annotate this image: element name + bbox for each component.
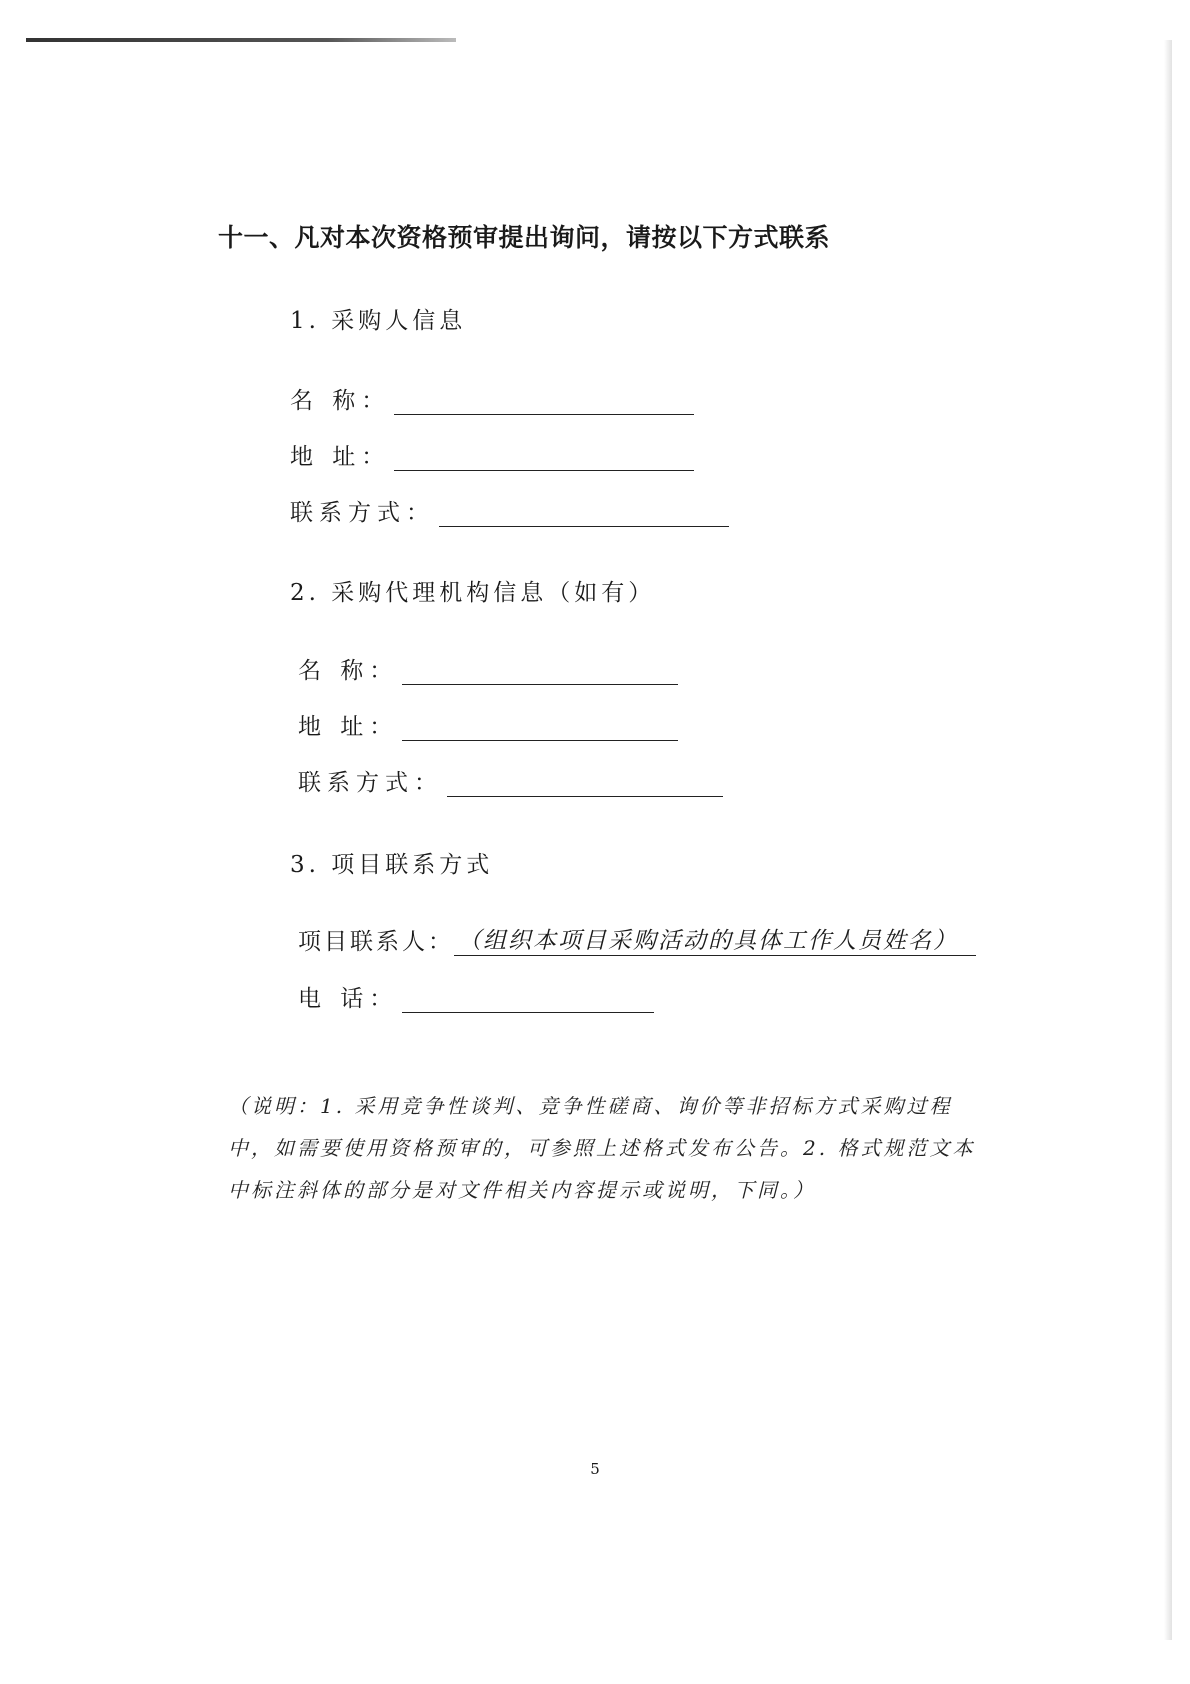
section1-address-label: 地 址：: [290, 444, 391, 470]
top-rule: [26, 38, 456, 42]
section1-contact-field[interactable]: [439, 502, 729, 527]
section3-phone-field[interactable]: [402, 988, 654, 1013]
section3-contact-person-label: 项目联系人：: [298, 929, 454, 955]
section2-contact-row: [298, 764, 723, 797]
section2-address-row: [298, 708, 678, 741]
section-heading: 十一、凡对本次资格预审提出询问，请按以下方式联系: [218, 223, 831, 252]
explanatory-note: （说明：1. 采用竞争性谈判、竞争性磋商、询价等非招标方式采购过程中，如需要使用资格预审的，可参照上述格式发布公告。2. 格式规范文本中标注斜体的部分是对文件相关内容提示或说明，下同。）: [228, 1094, 976, 1202]
section3-phone-label: 电 话：: [298, 986, 399, 1012]
section1-name-row: [290, 382, 694, 415]
section1-name-label: 名 称：: [290, 388, 391, 414]
section2-contact-label: 联系方式：: [298, 770, 443, 796]
section1-title: 1. 采购人信息: [290, 308, 467, 334]
section3-contact-person-hint[interactable]: （组织本项目采购活动的具体工作人员姓名）: [454, 922, 976, 956]
page-number: 5: [590, 1460, 600, 1478]
section2-name-field[interactable]: [402, 660, 678, 685]
section2-address-field[interactable]: [402, 716, 678, 741]
section2-contact-field[interactable]: [447, 772, 723, 797]
section1-name-field[interactable]: [394, 390, 694, 415]
section1-contact-row: [290, 494, 729, 527]
section2-name-row: [298, 652, 678, 685]
section2-address-label: 地 址：: [298, 714, 399, 740]
section2-name-label: 名 称：: [298, 658, 399, 684]
section3-contact-person-row: [298, 922, 976, 956]
section3-phone-row: [298, 980, 654, 1013]
section1-address-row: [290, 438, 694, 471]
section1-address-field[interactable]: [394, 446, 694, 471]
scan-edge-shadow: [1164, 40, 1172, 1640]
section1-contact-label: 联系方式：: [290, 500, 435, 526]
section2-title: 2. 采购代理机构信息（如有）: [290, 580, 656, 606]
section3-title: 3. 项目联系方式: [290, 852, 494, 878]
